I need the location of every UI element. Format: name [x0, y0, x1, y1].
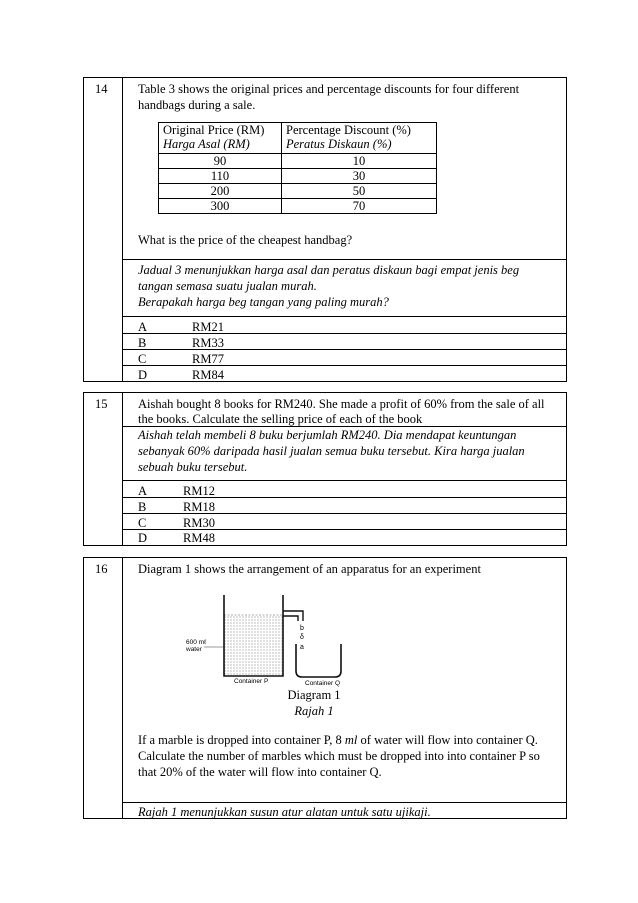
divider [122, 333, 566, 334]
option-letter: B [138, 500, 147, 514]
question-number: 15 [95, 397, 108, 411]
container-p-label: Container P [234, 678, 269, 685]
table-cell: 50 [282, 184, 437, 199]
question-text-en-line-2: handbags during a sale. [138, 98, 256, 112]
table-row [159, 169, 437, 184]
question-text-ms-line-2: tangan semasa suatu jualan murah. [138, 279, 317, 293]
drop-label: a [300, 644, 304, 651]
question-prompt-en: What is the price of the cheapest handbag? [138, 233, 353, 247]
divider [122, 513, 566, 514]
table-cell: 300 [159, 199, 282, 214]
price-discount-table [158, 122, 437, 214]
table-cell: 110 [159, 169, 282, 184]
water-fill [224, 615, 283, 676]
water-label: water [186, 646, 202, 653]
header-en: Original Price (RM) [163, 123, 265, 137]
divider [122, 259, 566, 260]
question-number: 16 [95, 562, 108, 576]
question-number-cell [84, 558, 123, 818]
divider [122, 365, 566, 366]
option-letter: C [138, 516, 147, 530]
drop-label: δ [300, 634, 304, 641]
header-ms: Harga Asal (RM) [163, 137, 250, 151]
spout [283, 611, 303, 621]
body-text: If a marble is dropped into container P, 8 [138, 733, 345, 747]
drop-label: b [300, 625, 304, 632]
apparatus-diagram [182, 592, 382, 692]
option-letter: B [138, 336, 147, 350]
table-header-row [159, 123, 437, 154]
divider [122, 480, 566, 481]
option-letter: A [138, 484, 148, 498]
table-row [159, 154, 437, 169]
question-15 [83, 392, 567, 546]
divider [122, 349, 566, 350]
container-q-label: Container Q [305, 680, 341, 687]
question-number-cell [84, 393, 123, 545]
option-letter: A [138, 320, 148, 334]
option-value: RM77 [192, 352, 224, 366]
table-cell: 200 [159, 184, 282, 199]
question-16 [83, 557, 567, 819]
water-label: 600 mℓ [186, 639, 207, 646]
table-cell: 90 [159, 154, 282, 169]
unit-ml: ml [344, 733, 358, 747]
body-text: of water will flow into container Q. [357, 733, 538, 747]
option-value: RM30 [183, 516, 215, 530]
question-body-line-3: that 20% of the water will flow into container Q. [138, 765, 382, 779]
question-number-cell [84, 78, 123, 381]
diagram-caption-ms: Rajah 1 [294, 704, 334, 718]
table-cell: 10 [282, 154, 437, 169]
table-cell: 70 [282, 199, 437, 214]
table-header-cell [159, 123, 282, 154]
header-ms: Peratus Diskaun (%) [286, 137, 392, 151]
question-body-line-1 [138, 732, 558, 748]
option-value: RM12 [183, 484, 215, 498]
question-text-ms: Rajah 1 menunjukkan susun atur alatan untuk satu ujikaji. [138, 805, 431, 819]
option-value: RM84 [192, 368, 224, 382]
question-text-ms-line-1: Jadual 3 menunjukkan harga asal dan peratus diskaun bagi empat jenis beg [138, 263, 520, 277]
question-text-en: Diagram 1 shows the arrangement of an apparatus for an experiment [138, 562, 481, 576]
question-body-line-2: Calculate the number of marbles which must be dropped into into container P so [138, 749, 540, 763]
option-letter: D [138, 531, 148, 545]
question-text-ms-line-1: Aishah telah membeli 8 buku berjumlah RM240. Dia mendapat keuntungan [138, 428, 517, 442]
option-value: RM21 [192, 320, 224, 334]
question-text-ms-line-2: sebanyak 60% daripada hasil jualan semua buku tersebut. Kira harga jualan [138, 444, 525, 458]
option-value: RM18 [183, 500, 215, 514]
option-value: RM33 [192, 336, 224, 350]
divider [122, 316, 566, 317]
question-text-en-line-1: Aishah bought 8 books for RM240. She made a profit of 60% from the sale of all [138, 397, 545, 411]
option-letter: D [138, 368, 148, 382]
option-value: RM48 [183, 531, 215, 545]
option-letter: C [138, 352, 147, 366]
table-row [159, 184, 437, 199]
question-number: 14 [95, 82, 108, 96]
table-row [159, 199, 437, 214]
question-text-ms-line-3: sebuah buku tersebut. [138, 460, 248, 474]
question-text-en-line-2: the books. Calculate the selling price of each of the book [138, 412, 423, 426]
diagram-caption-en: Diagram 1 [287, 688, 341, 702]
question-prompt-ms: Berapakah harga beg tangan yang paling murah? [138, 295, 389, 309]
table-header-cell [282, 123, 437, 154]
divider [122, 802, 566, 803]
question-14 [83, 77, 567, 382]
table-cell: 30 [282, 169, 437, 184]
divider [122, 497, 566, 498]
header-en: Percentage Discount (%) [286, 123, 411, 137]
question-text-en-line-1: Table 3 shows the original prices and percentage discounts for four different [138, 82, 520, 96]
